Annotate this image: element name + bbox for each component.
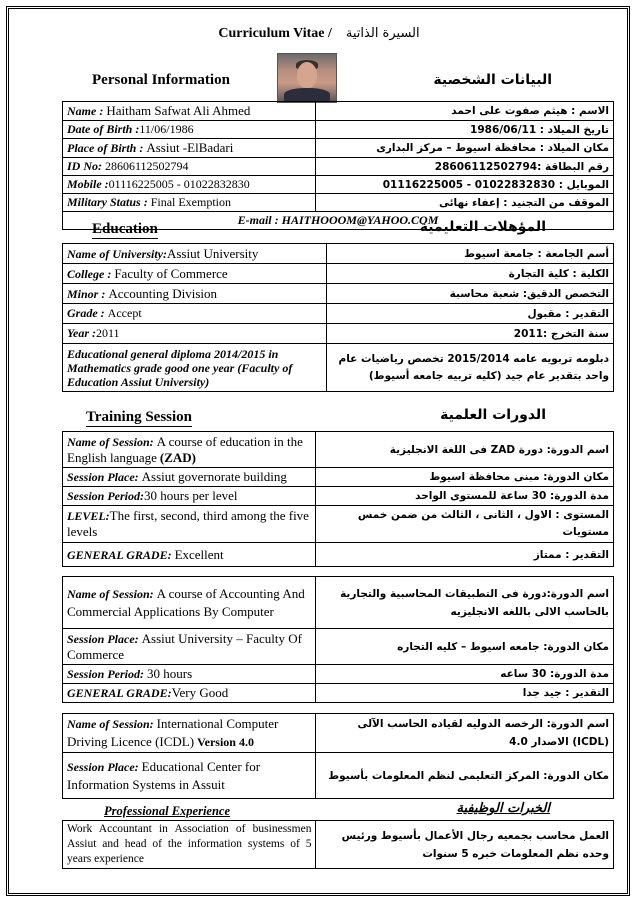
training-heading-ar: الدورات العلمية: [440, 407, 546, 423]
s2-period-ar: مدة الدورة: 30 ساعه: [316, 665, 614, 684]
table-row: [63, 176, 614, 194]
university-label: Name of University:: [67, 246, 167, 261]
table-row: [63, 543, 614, 567]
s2-place-value: Assiut University – Faculty Of Commerce: [67, 630, 302, 662]
mobile-value: 01116225005 - 01022832830: [108, 177, 250, 191]
table-row: [63, 284, 614, 304]
year-ar: سنة التخرج :2011: [327, 324, 614, 344]
grade-value: Accept: [107, 306, 142, 320]
experience-heading-en: Professional Experience: [104, 804, 231, 818]
s1-grade-value: Excellent: [174, 546, 224, 562]
id-value: 28606112502794: [105, 159, 189, 173]
personal-heading-en: Personal Information: [92, 72, 230, 88]
title-ar: السيرة الذاتية: [345, 26, 420, 41]
id-ar: رقم البطاقة :28606112502794: [316, 158, 614, 176]
dob-value: 11/06/1986: [139, 122, 194, 136]
table-row: [63, 244, 614, 264]
s1-place-value: Assiut governorate building: [141, 469, 287, 484]
s1-period-value: 30 hours per level: [144, 488, 238, 503]
table-row: [63, 629, 614, 665]
experience-table: [62, 820, 614, 869]
dob-label: Date of Birth :: [67, 122, 140, 136]
diploma-en: Educational general diploma 2014/2015 in Mathematics grade good one year (Faculty of Education Assiut University): [63, 344, 327, 392]
table-row: [63, 665, 614, 684]
s1-name-label: Name of Session:: [67, 434, 154, 449]
table-row: [63, 821, 614, 869]
education-heading-ar: المؤهلات التعليمية: [419, 219, 546, 235]
name-ar: الاسم : هيثم صفوت على احمد: [316, 102, 614, 121]
s1-period-ar: مدة الدورة: 30 ساعة للمستوى الواحد: [316, 487, 614, 506]
title-en: Curriculum Vitae /: [218, 26, 332, 41]
table-row: [63, 139, 614, 158]
dob-ar: تاريخ الميلاد : 1986/06/11: [316, 121, 614, 139]
s2-name-label: Name of Session:: [67, 586, 154, 601]
s1-name-value: A course of education in the English language: [67, 433, 303, 465]
name-value: Haitham Safwat Ali Ahmed: [106, 103, 251, 118]
college-label: College :: [67, 266, 112, 281]
s2-name-value: A course of Accounting And Commercial Applications By Computer: [67, 585, 305, 619]
s1-name-bold: (ZAD): [159, 449, 197, 465]
diploma-ar: دبلومه تربويه عامه 2015/2014 تخصص رياضيات عام واحد بتقدير عام جيد (كليه تربيه جامعه أسيوط): [327, 344, 614, 392]
email-link[interactable]: E-mail : HAITHOOOM@YAHOO.COM: [63, 212, 614, 230]
military-value: Final Exemption: [150, 195, 232, 209]
table-row: [63, 344, 614, 392]
s1-grade-label: GENERAL GRADE:: [67, 547, 172, 562]
table-row: [63, 468, 614, 487]
pob-label: Place of Birth :: [67, 141, 144, 155]
personal-table: [62, 101, 614, 230]
university-value: Assiut University: [166, 245, 259, 261]
college-value: Faculty of Commerce: [114, 265, 228, 281]
s2-period-label: Session Period:: [67, 667, 145, 681]
s1-name-ar: اسم الدورة: دورة ZAD فى اللغة الانجليزية: [316, 432, 614, 468]
table-row: [63, 753, 614, 799]
education-heading-en: Education: [92, 221, 158, 237]
table-row: [63, 432, 614, 468]
pob-ar: مكان الميلاد : محافظة اسيوط – مركز البدارى: [316, 139, 614, 158]
college-ar: الكلية : كلية التجارة: [327, 264, 614, 284]
s3-name-value: International Computer Driving Licence (ICDL): [67, 716, 279, 749]
table-row: [63, 194, 614, 212]
table-row: [63, 158, 614, 176]
experience-ar: العمل محاسب بجمعيه رجال الأعمال بأسيوط ورئيس وحده نظم المعلومات خبره 5 سنوات: [316, 821, 614, 869]
s3-place-ar: مكان الدورة: المركز التعليمى لنظم المعلومات بأسيوط: [316, 753, 614, 799]
s1-period-label: Session Period:: [67, 489, 145, 503]
table-row: [63, 506, 614, 543]
table-row: [63, 577, 614, 629]
s1-level-label: LEVEL:: [67, 509, 110, 523]
s1-place-ar: مكان الدورة: مبنى محافظة اسيوط: [316, 468, 614, 487]
experience-heading-ar: الخبرات الوظيفية: [456, 801, 550, 816]
id-label: ID No:: [67, 159, 102, 173]
university-ar: أسم الجامعة : جامعة اسيوط: [327, 244, 614, 264]
s2-place-label: Session Place:: [67, 631, 139, 646]
s1-grade-ar: التقدير : ممتاز: [316, 543, 614, 567]
pob-value: Assiut -ElBadari: [146, 140, 234, 155]
s1-level-ar: المستوى : الاول ، الثانى ، الثالث من ضمن خمس مستويات: [316, 506, 614, 543]
session-3-table: [62, 713, 614, 799]
session-1-table: [62, 431, 614, 567]
table-row: [63, 324, 614, 344]
profile-photo: [277, 53, 337, 103]
s2-grade-value: Very Good: [171, 685, 229, 700]
session-2-table: [62, 576, 614, 703]
mobile-ar: الموبايل : 01022832830 - 01116225005: [316, 176, 614, 194]
s2-name-ar: اسم الدورة:دورة فى التطبيقات المحاسبية والتجارية بالحاسب الالى باللغه الانجليزيه: [316, 577, 614, 629]
military-ar: الموقف من التجنيد : إعفاء نهائى: [316, 194, 614, 212]
s2-grade-ar: التقدير : جيد جدا: [316, 684, 614, 703]
table-row: [63, 304, 614, 324]
training-heading-en: Training Session: [86, 409, 193, 425]
s3-place-value: Educational Center for Information Systems in Assuit: [67, 758, 261, 792]
mobile-label: Mobile :: [67, 177, 109, 191]
s3-name-ar: اسم الدورة: الرخصه الدوليه لقياده الحاسب الآلى (ICDL) الاصدار 4.0: [316, 714, 614, 753]
table-row: [63, 487, 614, 506]
s2-period-value: 30 hours: [147, 666, 193, 681]
table-row: [63, 714, 614, 753]
personal-heading-ar: البيانات الشخصية: [433, 72, 552, 88]
military-label: Military Status :: [67, 195, 148, 209]
minor-ar: التخصص الدقيق: شعبة محاسبة: [327, 284, 614, 304]
s2-place-ar: مكان الدورة: جامعه اسيوط – كليه التجاره: [316, 629, 614, 665]
document-title: [0, 26, 638, 42]
s2-grade-label: GENERAL GRADE:: [67, 686, 172, 700]
s3-place-label: Session Place:: [67, 759, 139, 774]
year-value: 2011: [96, 326, 120, 340]
s1-level-value: The first, second, third among the five levels: [67, 508, 309, 539]
table-row: [63, 102, 614, 121]
grade-label: Grade :: [67, 306, 105, 320]
experience-en: Work Accountant in Association of businessmen Assiut and head of the information systems of 5 years experience: [63, 821, 316, 869]
grade-ar: التقدير : مقبول: [327, 304, 614, 324]
s3-name-bold: Version 4.0: [197, 735, 254, 749]
year-label: Year :: [67, 326, 96, 340]
minor-label: Minor :: [67, 286, 106, 301]
name-label: Name :: [67, 104, 104, 118]
table-row: [63, 264, 614, 284]
s1-place-label: Session Place:: [67, 470, 139, 484]
s3-name-label: Name of Session:: [67, 717, 154, 731]
minor-value: Accounting Division: [108, 285, 218, 301]
table-row: [63, 121, 614, 139]
table-row: [63, 684, 614, 703]
education-table: [62, 243, 614, 392]
